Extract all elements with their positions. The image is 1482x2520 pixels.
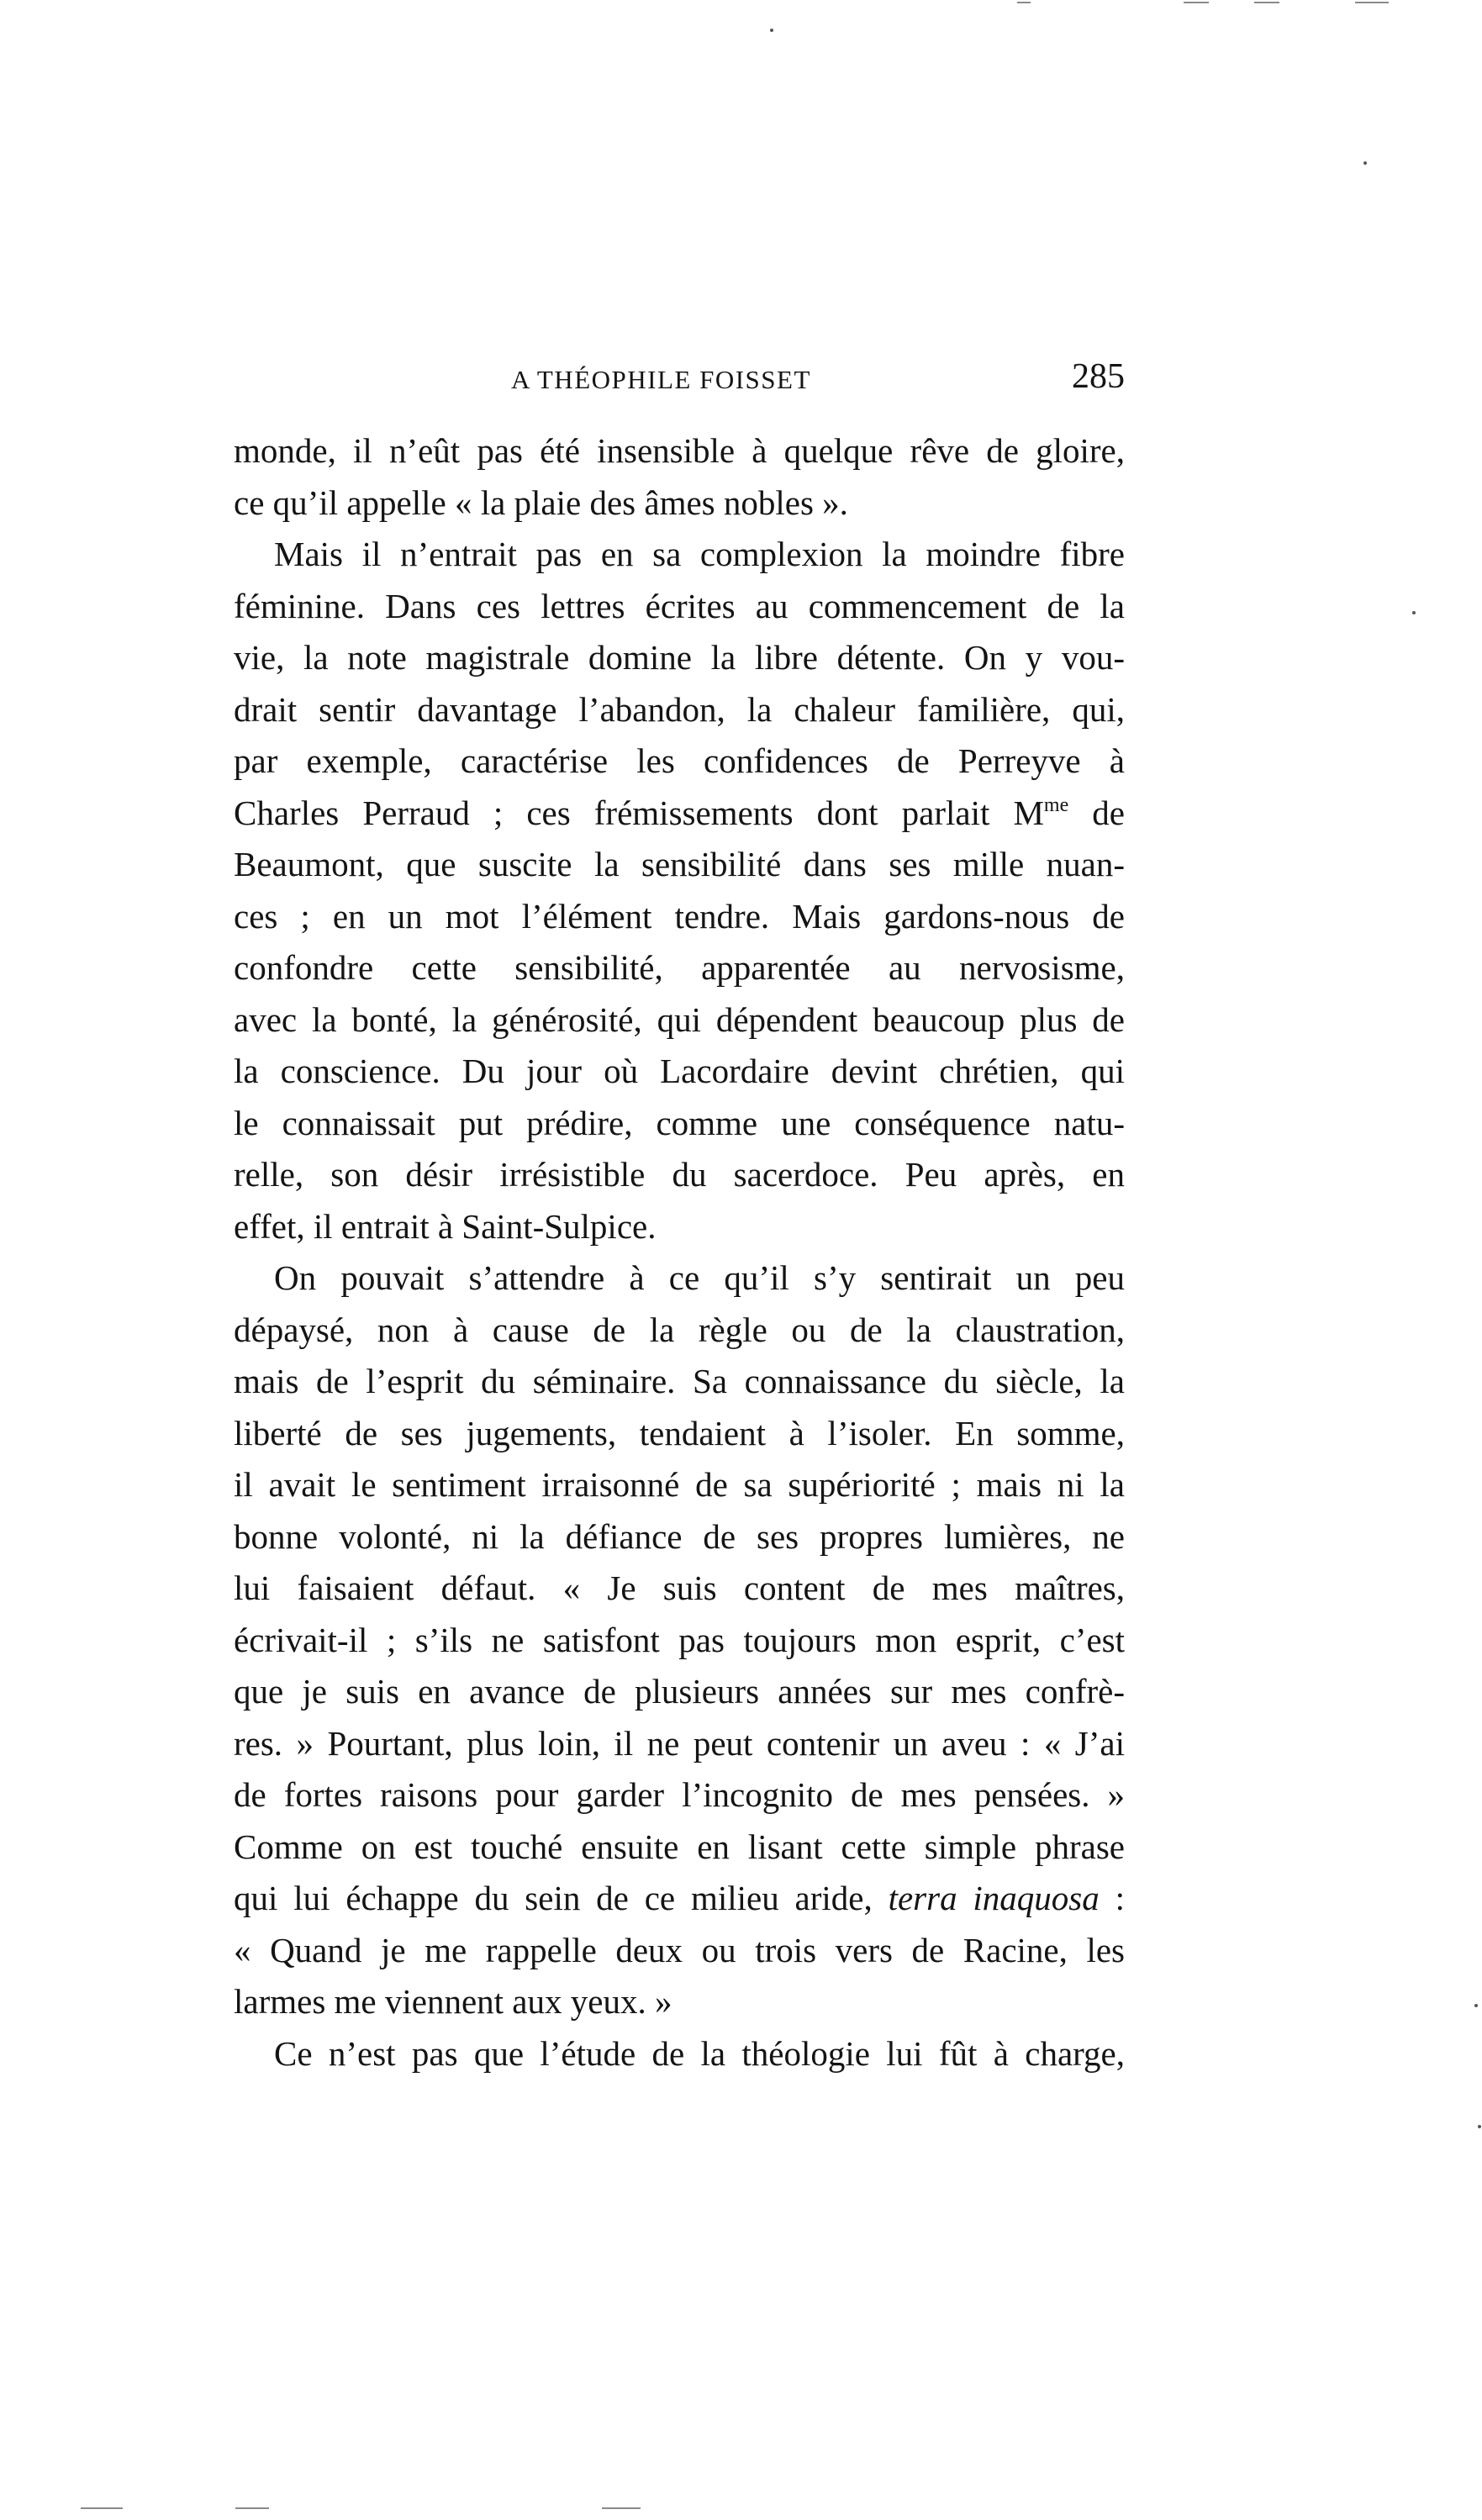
text-line: Ce n’est pas que l’étude de la théologie lui fût à charge, [274,2033,1125,2073]
scan-speck [1478,2125,1481,2128]
page-number: 285 [1072,357,1125,396]
text-line: monde, il n’eût pas été insensible à quelque rêve de gloire, [234,431,1125,470]
scan-speck [1412,611,1416,614]
scan-speck [1363,161,1367,165]
text-line: vie, la note magistrale domine la libre détente. On y vou- [234,638,1125,677]
text-line: res. » Pourtant, plus loin, il ne peut contenir un aveu : « J’ai [234,1723,1125,1763]
scan-speck [1474,2004,1478,2007]
scan-edge-mark [1254,2,1279,3]
text-line: dépaysé, non à cause de la règle ou de la claustration, [234,1310,1125,1349]
scan-edge-mark [1017,2,1031,3]
text-line: avec la bonté, la générosité, qui dépendent beaucoup plus de [234,999,1125,1039]
text-line: effet, il entrait à Saint-Sulpice. [234,1206,657,1246]
text-line: confondre cette sensibilité, apparentée au nervosisme, [234,948,1125,987]
text-line: bonne volonté, ni la défiance de ses propres lumières, ne [234,1516,1125,1556]
text-line: ce qu’il appelle « la plaie des âmes nobles ». [234,482,848,522]
text-line: la conscience. Du jour où Lacordaire devint chrétien, qui [234,1052,1125,1090]
text-line: Mais il n’entrait pas en sa complexion la moindre fibre [274,535,1125,573]
text-line: Comme on est touché ensuite en lisant cette simple phrase [234,1827,1125,1866]
text-line: Beaumont, que suscite la sensibilité dans ses mille nuan- [234,845,1125,883]
text-line: larmes me viennent aux yeux. » [234,1982,672,2021]
scan-edge-mark [602,2507,641,2509]
page-header [234,357,1125,410]
text-line: écrivait-il ; s’ils ne satisfont pas toujours mon esprit, c’est [234,1620,1125,1659]
text-line: il avait le sentiment irraisonné de sa supériorité ; mais ni la [234,1465,1125,1504]
text-line: le connaissait put prédire, comme une conséquence natu- [234,1103,1125,1142]
text-line: ces ; en un mot l’élément tendre. Mais gardons-nous de [234,896,1125,936]
text-line: relle, son désir irrésistible du sacerdoce. Peu après, en [234,1155,1125,1194]
text-line: mais de l’esprit du séminaire. Sa connaissance du siècle, la [234,1362,1125,1400]
text-line: que je suis en avance de plusieurs années sur mes confrè- [234,1672,1125,1711]
body-text [234,425,1125,2080]
text-line: féminine. Dans ces lettres écrites au commencement de la [234,586,1125,625]
scan-edge-mark [1184,2,1209,3]
text-line: « Quand je me rappelle deux ou trois vers de Racine, les [234,1930,1125,1969]
text-line: par exemple, caractérise les confidences de Perreyve à [234,741,1125,780]
scan-edge-mark [1355,2,1389,3]
text-line-with-superscript [234,788,1125,840]
line-text-tail: : [1099,1879,1125,1917]
text-line: On pouvait s’attendre à ce qu’il s’y sentirait un peu [274,1258,1125,1297]
scan-speck [770,29,773,32]
text-line: de fortes raisons pour garder l’incognito de mes pensées. » [234,1775,1125,1814]
line-text: qui lui échappe du sein de ce milieu aride, [234,1879,889,1917]
line-text: Charles Perraud ; ces frémissements dont parlait M [234,793,1044,832]
scan-edge-mark [235,2507,269,2509]
latin-quote: terra inaquosa [888,1879,1100,1917]
line-text-tail: de [1068,793,1125,832]
superscript-abbreviation: me [1043,793,1069,816]
text-line-with-italic [234,1873,1125,1925]
scan-edge-mark [81,2507,123,2509]
text-line: drait sentir davantage l’abandon, la chaleur familière, qui, [234,689,1125,729]
text-line: liberté de ses jugements, tendaient à l’isoler. En somme, [234,1413,1125,1452]
text-line: lui faisaient défaut. « Je suis content de mes maîtres, [234,1568,1125,1607]
running-title: A THÉOPHILE FOISSET [511,365,811,394]
